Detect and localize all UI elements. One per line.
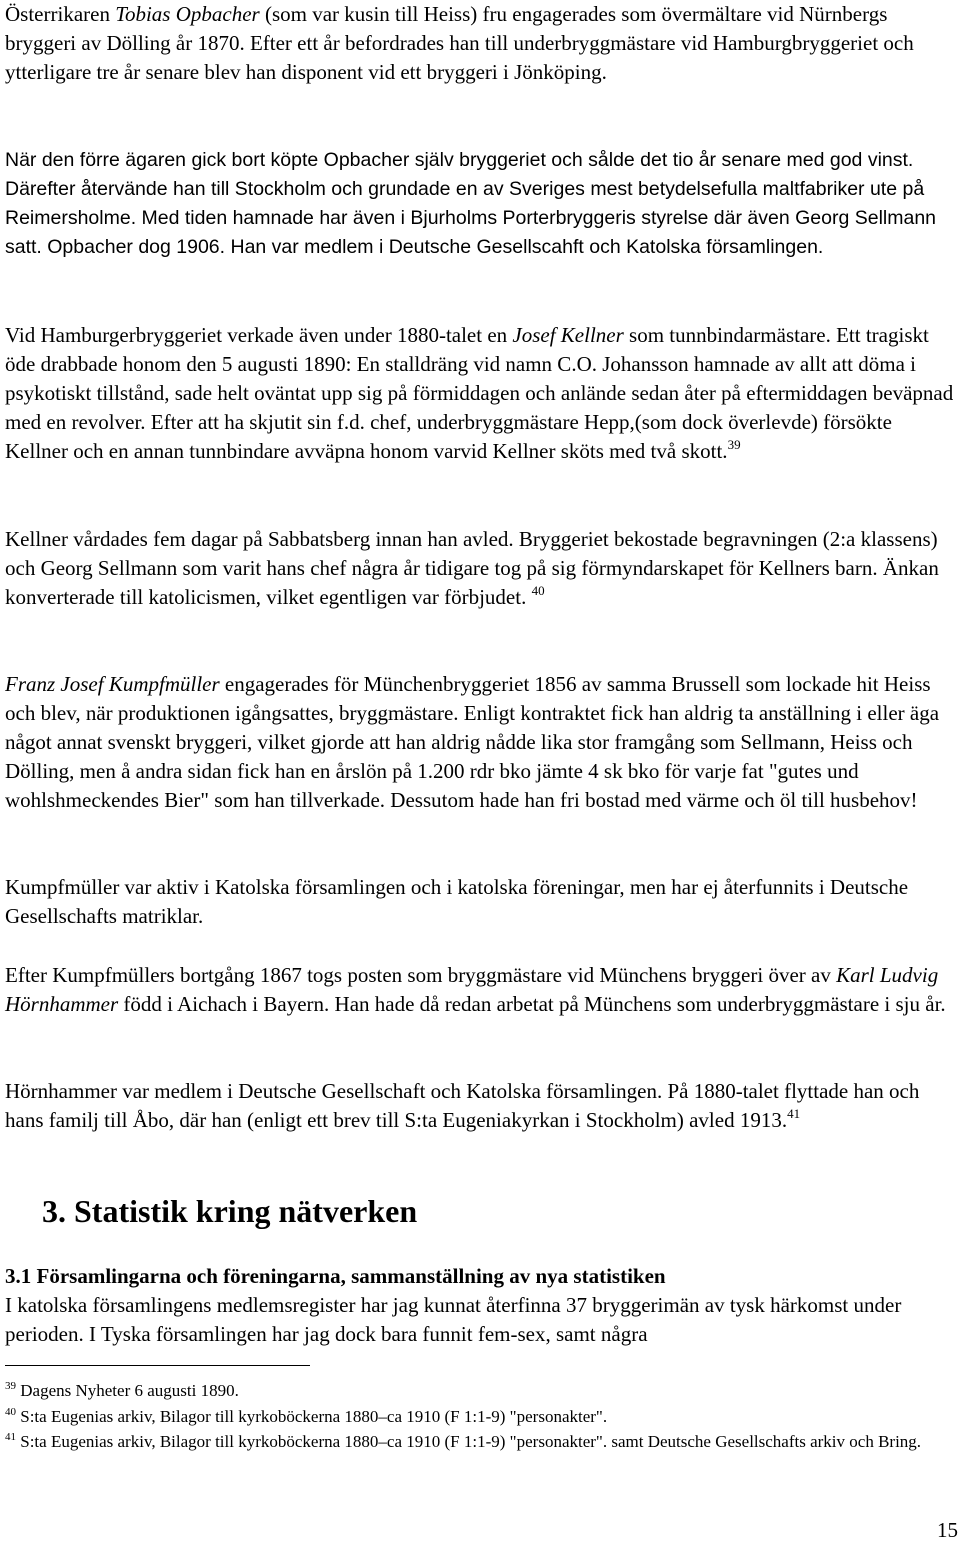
footnote-ref[interactable]: 41: [787, 1106, 801, 1121]
paragraph-kellner-death: [5, 525, 955, 612]
footnote-text: Dagens Nyheter 6 augusti 1890.: [16, 1381, 239, 1400]
text-span: (som var kusin till Heiss) fru engagerades som övermältare vid Nürnbergs bryggeri av Dölling år 1870. Efter ett år befordrades han till underbryggmästare vid Hamburgbryggeriet och ytterligare tre år senare blev han disponent vid ett bryggeri i Jönköping.: [5, 2, 914, 84]
footnote: [5, 1405, 607, 1429]
footnote-ref[interactable]: 39: [727, 437, 741, 452]
footnote: [5, 1430, 921, 1454]
subsection-text: I katolska församlingens medlemsregister har jag kunnat återfinna 37 bryggerimän av tysk härkomst under perioden. I Tyska församlingen har jag dock bara funnit fem-sex, samt några: [5, 1293, 902, 1346]
text-span: Kellner vårdades fem dagar på Sabbatsberg innan han avled. Bryggeriet bekostade begravningen (2:a klassens) och Georg Sellmann som varit hans chef några år tidigare tog på sig förmyndarskapet för Kellners barn. Änkan konverterade till katolicismen, vilket egentligen var förbjudet.: [5, 527, 939, 609]
text-span: Österrikaren: [5, 2, 116, 26]
text-span: Vid Hamburgerbryggeriet verkade även under 1880-talet en: [5, 323, 513, 347]
footnote-text: S:ta Eugenias arkiv, Bilagor till kyrkoböckerna 1880–ca 1910 (F 1:1-9) "personakter". samt Deutsche Gesellschafts arkiv och Bring.: [16, 1432, 922, 1451]
footnote: [5, 1379, 239, 1403]
person-name: Karl Ludvig Hörnhammer: [5, 963, 939, 1016]
subsection-heading: 3.1 Församlingarna och föreningarna, sammanställning av nya statistiken: [5, 1264, 666, 1288]
page-number: 15: [937, 1518, 958, 1542]
paragraph-kumpfmuller-membership: Kumpfmüller var aktiv i Katolska församlingen och i katolska föreningar, men har ej återfunnits i Deutsche Gesellschafts matriklar.: [5, 875, 909, 928]
footnote-divider: [5, 1365, 310, 1366]
person-name: Josef Kellner: [512, 323, 624, 347]
footnote-number: 39: [5, 1380, 16, 1392]
paragraph-kellner: [5, 321, 955, 466]
footnote-number: 40: [5, 1406, 16, 1418]
text-span: Hörnhammer var medlem i Deutsche Gesellschaft och Katolska församlingen. På 1880-talet flyttade han och hans familj till Åbo, där han (enligt ett brev till S:ta Eugeniakyrkan i Stockholm) avled 1913.: [5, 1079, 920, 1132]
footnote-number: 41: [5, 1431, 16, 1443]
paragraph-opbacher-career: När den förre ägaren gick bort köpte Opbacher själv bryggeriet och sålde det tio år senare med god vinst. Därefter återvände han till Stockholm och grundade en av Sveriges mest betydelsefulla maltfabriker ute på Reimersholme. Med tiden hamnade har även i Bjurholms Porterbryggeris styrelse där även Georg Sellmann satt. Opbacher dog 1906. Han var medlem i Deutsche Gesellscahft och Katolska församlingen.: [5, 149, 937, 258]
section-heading: 3. Statistik kring nätverken: [42, 1193, 418, 1229]
paragraph-hornhammer: [5, 961, 955, 1019]
footnote-text: S:ta Eugenias arkiv, Bilagor till kyrkoböckerna 1880–ca 1910 (F 1:1-9) "personakter".: [16, 1407, 608, 1426]
text-span: Efter Kumpfmüllers bortgång 1867 togs posten som bryggmästare vid Münchens bryggeri över av: [5, 963, 837, 987]
paragraph-hornhammer-membership: [5, 1077, 955, 1135]
person-name: Tobias Opbacher: [115, 2, 260, 26]
paragraph-kumpfmuller: [5, 670, 955, 815]
paragraph-opbacher-intro: [5, 0, 955, 87]
person-name: Franz Josef Kumpfmüller: [5, 672, 220, 696]
text-span: som tunnbindarmästare. Ett tragiskt öde drabbade honom den 5 augusti 1890: En stalldräng vid namn C.O. Johansson hamnade av allt att döma i psykotiskt tillstånd, sade helt oväntat upp sig på förmiddagen och anlände sedan åter på eftermiddagen beväpnad med en revolver. Efter att ha skjutit sin f.d. chef, underbryggmästare Hepp,(som dock överlevde) försökte Kellner och en annan tunnbindare avväpna honom varvid Kellner sköts med två skott.: [5, 323, 954, 463]
text-span: engagerades för Münchenbryggeriet 1856 av samma Brussell som lockade hit Heiss och blev, när produktionen igångsattes, bryggmästare. Enligt kontraktet fick han aldrig ta anställning i eller äga något annat svenskt bryggeri, vilket gjorde att han aldrig nådde lika stor framgång som Sellmann, Heiss och Dölling, men å andra sidan fick han en årslön på 1.200 rdr bko jämte 4 sk bko för varje fat "gutes und wohlshmeckendes Bier" som han tillverkade. Dessutom hade han fri bostad med värme och öl till husbehov!: [5, 672, 940, 812]
footnote-ref[interactable]: 40: [531, 583, 545, 598]
text-span: född i Aichach i Bayern. Han hade då redan arbetat på Münchens som underbryggmästare i sju år.: [118, 992, 946, 1016]
subsection-block: [5, 1262, 955, 1349]
